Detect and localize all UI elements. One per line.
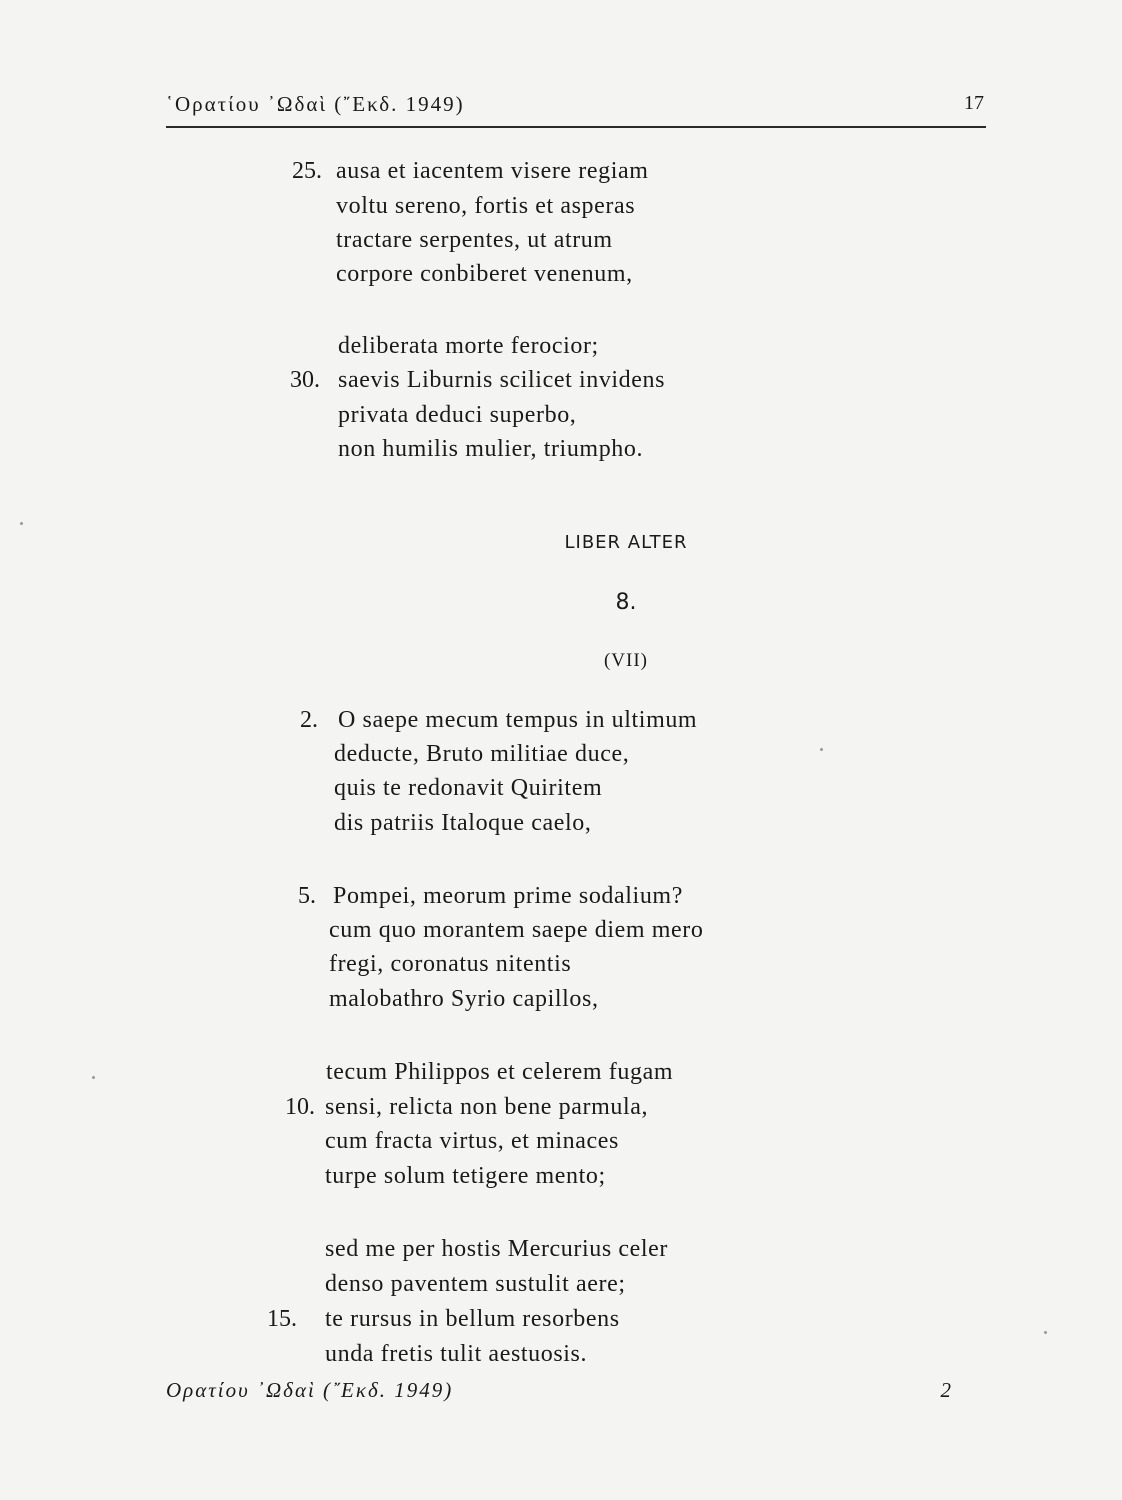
ode-number: 8. <box>615 590 637 615</box>
footer-signature: Ορατίου ᾿Ωδαὶ (῎Εκδ. 1949) <box>166 1378 454 1402</box>
line-number: 15. <box>267 1306 297 1332</box>
verse-line: deducte, Bruto militiae duce, <box>334 741 630 767</box>
line-number: 10. <box>285 1094 315 1120</box>
line-number: 5. <box>298 883 316 909</box>
verse-line: denso paventem sustulit aere; <box>325 1271 626 1297</box>
verse-line: sed me per hostis Mercurius celer <box>325 1236 669 1262</box>
running-head <box>166 92 986 128</box>
line-number: 30. <box>290 367 320 393</box>
line-number: 25. <box>292 158 322 184</box>
ode-roman-numeral: (VII) <box>603 650 649 671</box>
verse-line: non humilis mulier, triumpho. <box>338 436 644 462</box>
footer-signature-line <box>166 1378 951 1408</box>
paper-speck <box>92 1076 95 1079</box>
verse-line: tecum Philippos et celerem fugam <box>326 1059 674 1085</box>
verse-line: cum fracta virtus, et minaces <box>325 1128 619 1154</box>
verse-line: corpore conbiberet venenum, <box>336 261 633 287</box>
verse-line: dis patriis Italoque caelo, <box>334 810 592 836</box>
verse-line: sensi, relicta non bene parmula, <box>325 1094 649 1120</box>
verse-line: deliberata morte ferocior; <box>338 333 599 359</box>
verse-line: fregi, coronatus nitentis <box>329 951 572 977</box>
verse-line: malobathro Syrio capillos, <box>329 986 599 1012</box>
running-head-title: ῾Ορατίου ᾿Ωδαὶ (῎Εκδ. 1949) <box>166 92 465 116</box>
verse-line: quis te redonavit Quiritem <box>334 775 603 801</box>
book-heading: LIBER ALTER <box>564 532 688 553</box>
verse-line: tractare serpentes, ut atrum <box>336 227 613 253</box>
verse-line: te rursus in bellum resorbens <box>325 1306 620 1332</box>
verse-line: turpe solum tetigere mento; <box>325 1163 606 1189</box>
verse-line: ausa et iacentem visere regiam <box>336 158 649 184</box>
sheet-number: 2 <box>940 1378 951 1402</box>
paper-speck <box>1044 1331 1047 1334</box>
verse-line: cum quo morantem saepe diem mero <box>329 917 704 943</box>
verse-line: privata deduci superbo, <box>338 402 577 428</box>
paper-speck <box>820 748 823 751</box>
paper-speck <box>20 522 23 525</box>
line-number: 2. <box>300 707 318 733</box>
verse-line: voltu sereno, fortis et asperas <box>336 193 636 219</box>
verse-line: saevis Liburnis scilicet invidens <box>338 367 666 393</box>
verse-line: O saepe mecum tempus in ultimum <box>338 707 698 733</box>
verse-line: unda fretis tulit aestuosis. <box>325 1341 588 1367</box>
page-number: 17 <box>964 92 984 114</box>
verse-line: Pompei, meorum prime sodalium? <box>333 883 683 909</box>
